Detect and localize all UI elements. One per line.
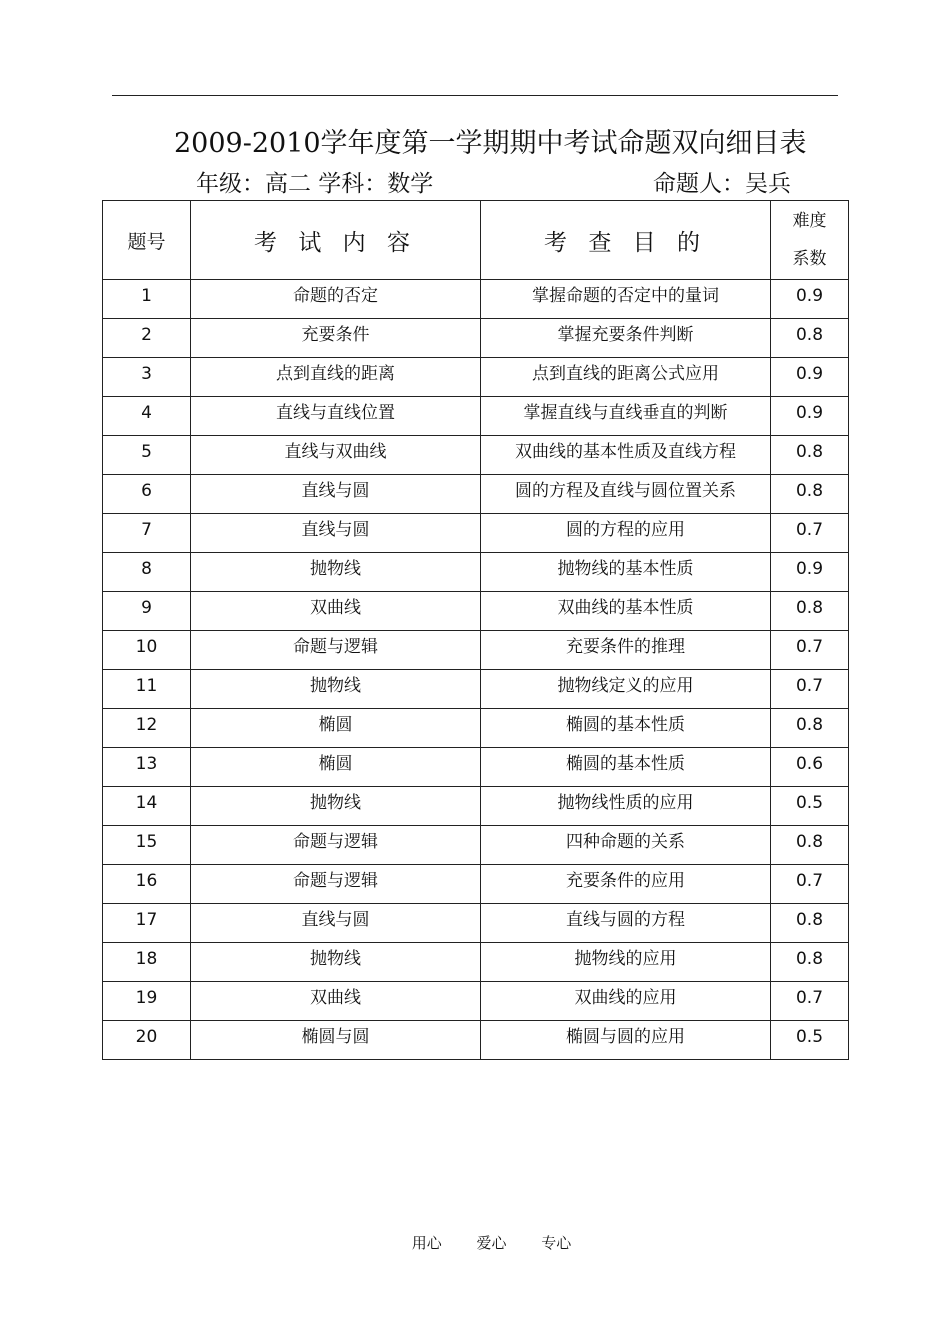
grade-subject-line: 年级：高二 学科：数学 <box>196 171 434 197</box>
row-number: 5 <box>103 436 191 475</box>
row-purpose: 充要条件的应用 <box>481 865 771 904</box>
row-purpose: 双曲线的基本性质及直线方程 <box>481 436 771 475</box>
table-row <box>103 904 849 943</box>
row-difficulty: 0.7 <box>771 670 849 709</box>
row-number: 2 <box>103 319 191 358</box>
row-purpose: 椭圆的基本性质 <box>481 748 771 787</box>
row-purpose: 双曲线的应用 <box>481 982 771 1021</box>
row-content: 直线与圆 <box>191 475 481 514</box>
row-content: 抛物线 <box>191 787 481 826</box>
footer-text-2: 爱心 <box>476 1234 507 1252</box>
row-number: 7 <box>103 514 191 553</box>
row-difficulty: 0.7 <box>771 514 849 553</box>
row-difficulty: 0.7 <box>771 631 849 670</box>
row-content: 充要条件 <box>191 319 481 358</box>
table-row <box>103 280 849 319</box>
row-content: 椭圆与圆 <box>191 1021 481 1060</box>
row-number: 15 <box>103 826 191 865</box>
header-difficulty <box>771 201 849 280</box>
table-row <box>103 709 849 748</box>
table-row <box>103 475 849 514</box>
row-difficulty: 0.8 <box>771 943 849 982</box>
row-content: 命题与逻辑 <box>191 631 481 670</box>
row-difficulty: 0.8 <box>771 436 849 475</box>
table-header-row <box>103 201 849 280</box>
row-number: 20 <box>103 1021 191 1060</box>
row-number: 18 <box>103 943 191 982</box>
row-difficulty: 0.6 <box>771 748 849 787</box>
row-purpose: 抛物线的应用 <box>481 943 771 982</box>
row-difficulty: 0.7 <box>771 865 849 904</box>
row-number: 11 <box>103 670 191 709</box>
row-content: 直线与圆 <box>191 514 481 553</box>
row-number: 1 <box>103 280 191 319</box>
table-row <box>103 826 849 865</box>
row-purpose: 点到直线的距离公式应用 <box>481 358 771 397</box>
row-purpose: 掌握命题的否定中的量词 <box>481 280 771 319</box>
row-number: 8 <box>103 553 191 592</box>
row-difficulty: 0.8 <box>771 826 849 865</box>
row-number: 12 <box>103 709 191 748</box>
row-content: 直线与双曲线 <box>191 436 481 475</box>
row-number: 9 <box>103 592 191 631</box>
row-number: 6 <box>103 475 191 514</box>
header-content: 考 试 内 容 <box>191 201 481 280</box>
table-row <box>103 514 849 553</box>
table-row <box>103 592 849 631</box>
row-content: 命题与逻辑 <box>191 826 481 865</box>
table-row <box>103 436 849 475</box>
row-purpose: 抛物线的基本性质 <box>481 553 771 592</box>
row-purpose: 抛物线性质的应用 <box>481 787 771 826</box>
row-difficulty: 0.8 <box>771 904 849 943</box>
row-purpose: 圆的方程及直线与圆位置关系 <box>481 475 771 514</box>
row-purpose: 抛物线定义的应用 <box>481 670 771 709</box>
row-purpose: 圆的方程的应用 <box>481 514 771 553</box>
row-content: 双曲线 <box>191 592 481 631</box>
row-purpose: 掌握直线与直线垂直的判断 <box>481 397 771 436</box>
row-content: 抛物线 <box>191 670 481 709</box>
row-number: 17 <box>103 904 191 943</box>
row-content: 命题与逻辑 <box>191 865 481 904</box>
row-content: 命题的否定 <box>191 280 481 319</box>
row-content: 抛物线 <box>191 943 481 982</box>
row-number: 3 <box>103 358 191 397</box>
header-difficulty-line1: 难度 <box>792 211 827 231</box>
table-row <box>103 319 849 358</box>
row-difficulty: 0.8 <box>771 709 849 748</box>
row-difficulty: 0.7 <box>771 982 849 1021</box>
footer-text-3: 专心 <box>541 1234 572 1252</box>
table-row <box>103 670 849 709</box>
row-content: 抛物线 <box>191 553 481 592</box>
table-row <box>103 865 849 904</box>
row-content: 椭圆 <box>191 748 481 787</box>
row-purpose: 椭圆与圆的应用 <box>481 1021 771 1060</box>
author-line: 命题人：吴兵 <box>653 171 791 197</box>
row-purpose: 直线与圆的方程 <box>481 904 771 943</box>
header-difficulty-line2: 系数 <box>792 249 827 269</box>
table-row <box>103 397 849 436</box>
row-number: 19 <box>103 982 191 1021</box>
row-purpose: 双曲线的基本性质 <box>481 592 771 631</box>
row-content: 双曲线 <box>191 982 481 1021</box>
row-content: 点到直线的距离 <box>191 358 481 397</box>
footer-text-1: 用心 <box>411 1234 442 1252</box>
row-difficulty: 0.9 <box>771 553 849 592</box>
table-row <box>103 748 849 787</box>
table-row <box>103 1021 849 1060</box>
row-number: 4 <box>103 397 191 436</box>
row-purpose: 掌握充要条件判断 <box>481 319 771 358</box>
table-row <box>103 787 849 826</box>
row-difficulty: 0.5 <box>771 1021 849 1060</box>
table-row <box>103 943 849 982</box>
table-row <box>103 982 849 1021</box>
row-content: 椭圆 <box>191 709 481 748</box>
row-number: 16 <box>103 865 191 904</box>
row-difficulty: 0.5 <box>771 787 849 826</box>
table-row <box>103 553 849 592</box>
row-number: 14 <box>103 787 191 826</box>
header-number: 题号 <box>103 201 191 280</box>
row-purpose: 四种命题的关系 <box>481 826 771 865</box>
row-content: 直线与圆 <box>191 904 481 943</box>
header-purpose: 考 查 目 的 <box>481 201 771 280</box>
row-difficulty: 0.9 <box>771 280 849 319</box>
table-row <box>103 358 849 397</box>
table-row <box>103 631 849 670</box>
row-purpose: 充要条件的推理 <box>481 631 771 670</box>
document-title: 2009-2010学年度第一学期期中考试命题双向细目表 <box>174 128 807 159</box>
exam-detail-table <box>102 200 849 1060</box>
row-number: 10 <box>103 631 191 670</box>
row-purpose: 椭圆的基本性质 <box>481 709 771 748</box>
row-difficulty: 0.8 <box>771 592 849 631</box>
row-difficulty: 0.8 <box>771 319 849 358</box>
page-footer <box>0 1233 950 1253</box>
row-content: 直线与直线位置 <box>191 397 481 436</box>
row-number: 13 <box>103 748 191 787</box>
header-rule <box>112 95 838 96</box>
row-difficulty: 0.9 <box>771 358 849 397</box>
row-difficulty: 0.9 <box>771 397 849 436</box>
row-difficulty: 0.8 <box>771 475 849 514</box>
